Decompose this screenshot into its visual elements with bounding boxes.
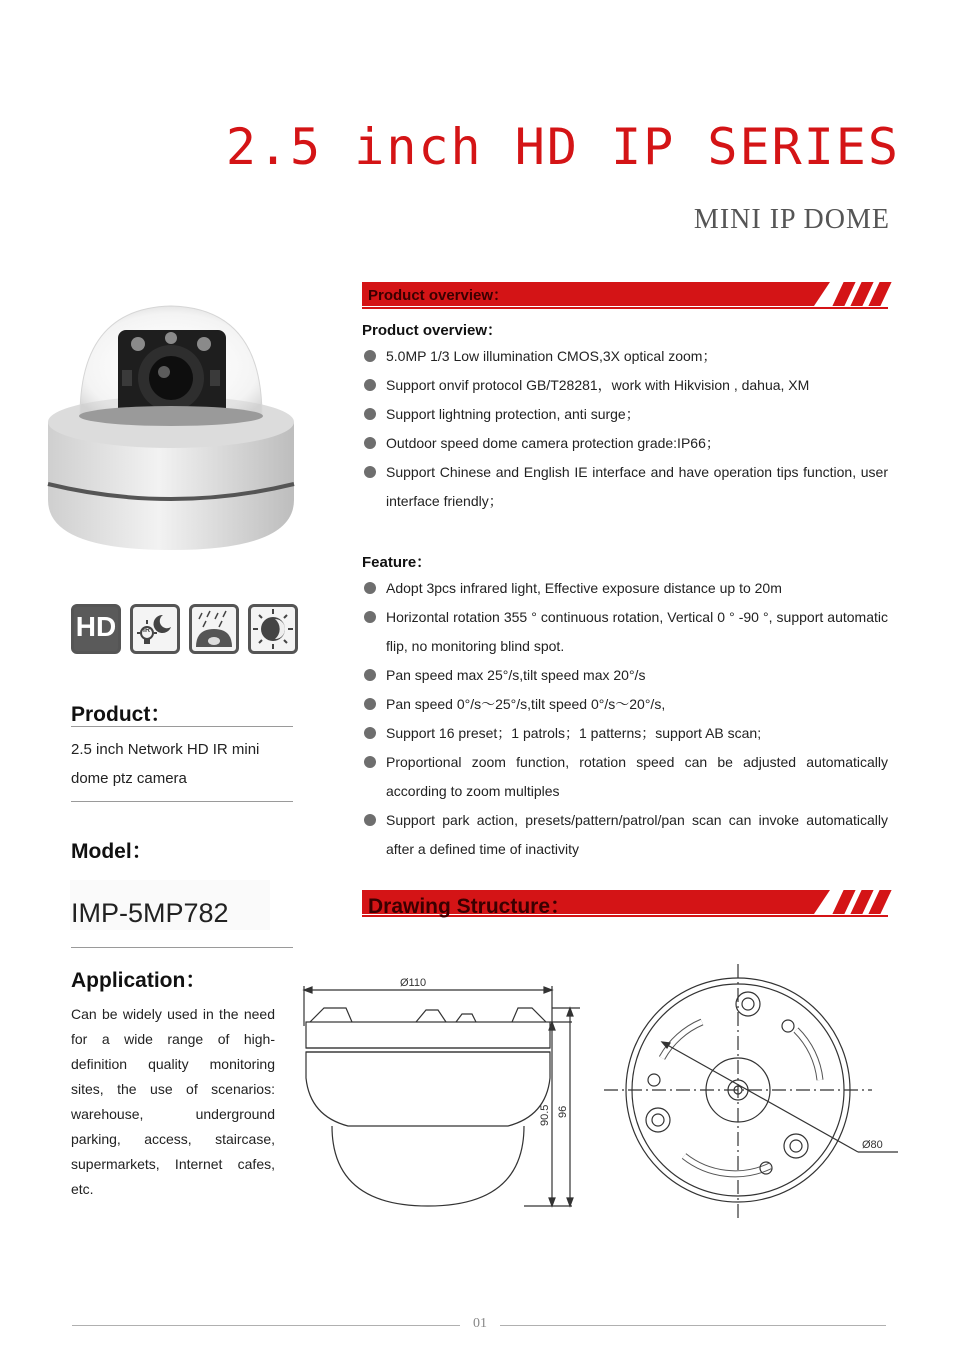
drawing-banner-label: Drawing Structure：: [368, 895, 572, 918]
camera-image: [40, 300, 302, 552]
side-view-drawing: [296, 966, 586, 1220]
page-title: 2.5 inch HD IP SERIES: [225, 118, 900, 176]
day-night-icon: [248, 604, 298, 654]
overview-item: Support onvif protocol GB/T28281，work with Hikvision , dahua, XM: [362, 371, 888, 400]
model-divider: [71, 947, 293, 948]
overview-banner-label: Product overview：: [368, 287, 509, 304]
ir-icon-label: IR: [143, 627, 150, 634]
feature-list: [362, 574, 888, 864]
hd-icon-label: HD: [75, 611, 117, 642]
overview-item: Outdoor speed dome camera protection grade:IP66；: [362, 429, 888, 458]
feature-item: Support park action, presets/pattern/patrol/pan scan can invoke automatically after a defined time of inactivity: [362, 806, 888, 864]
overview-banner-line: [362, 307, 888, 309]
feature-item: Pan speed max 25°/s,tilt speed max 20°/s: [362, 661, 888, 690]
feature-item: Horizontal rotation 355 ° continuous rotation, Vertical 0 ° -90 °, support automatic flip, no monitoring blind spot.: [362, 603, 888, 661]
overview-item: Support lightning protection, anti surge；: [362, 400, 888, 429]
application-heading: Application：: [71, 969, 207, 992]
application-description: Can be widely used in the need for a wide range of high-definition quality monitoring sites, the use of scenarios: warehouse, underground parking, access, staircase, supermarkets, Internet cafes, etc.: [71, 1006, 275, 1197]
ir-night-icon: [130, 604, 180, 654]
footer-rule-right: [500, 1325, 886, 1326]
product-divider: [71, 726, 293, 727]
page-number: 01: [473, 1316, 487, 1331]
feature-item: Pan speed 0°/s～25°/s,tilt speed 0°/s～20°/s,: [362, 690, 888, 719]
inner-height-dimension-label: 90.5: [539, 1104, 551, 1126]
product-bottom-divider: [71, 801, 293, 802]
width-dimension-label: Ø110: [400, 977, 427, 989]
outer-height-dimension-label: 96: [557, 1105, 569, 1118]
feature-item: Support 16 preset；1 patrols；1 patterns；support AB scan;: [362, 719, 888, 748]
hd-icon: [71, 604, 121, 654]
footer-rule-left: [72, 1325, 460, 1326]
product-heading: Product：: [71, 703, 172, 726]
bottom-view-drawing: [600, 962, 900, 1224]
bottom-diameter-label: Ø80: [862, 1139, 883, 1151]
feature-heading: Feature：: [362, 554, 432, 571]
overview-banner: [362, 282, 888, 306]
product-description: 2.5 inch Network HD IR mini dome ptz camera: [71, 741, 260, 787]
model-heading: Model：: [71, 840, 153, 863]
drawing-banner: [362, 890, 888, 918]
overview-item: Support Chinese and English IE interface and have operation tips function, user interface friendly；: [362, 458, 888, 516]
feature-item: Adopt 3pcs infrared light, Effective exposure distance up to 20m: [362, 574, 888, 603]
feature-item: Proportional zoom function, rotation speed can be adjusted automatically according to zoom multiples: [362, 748, 888, 806]
weatherproof-icon: [189, 604, 239, 654]
model-value: IMP-5MP782: [71, 898, 229, 928]
overview-heading: Product overview：: [362, 322, 503, 339]
page-subtitle: MINI IP DOME: [693, 204, 890, 235]
overview-item: 5.0MP 1/3 Low illumination CMOS,3X optical zoom；: [362, 342, 888, 371]
overview-list: [362, 342, 888, 516]
